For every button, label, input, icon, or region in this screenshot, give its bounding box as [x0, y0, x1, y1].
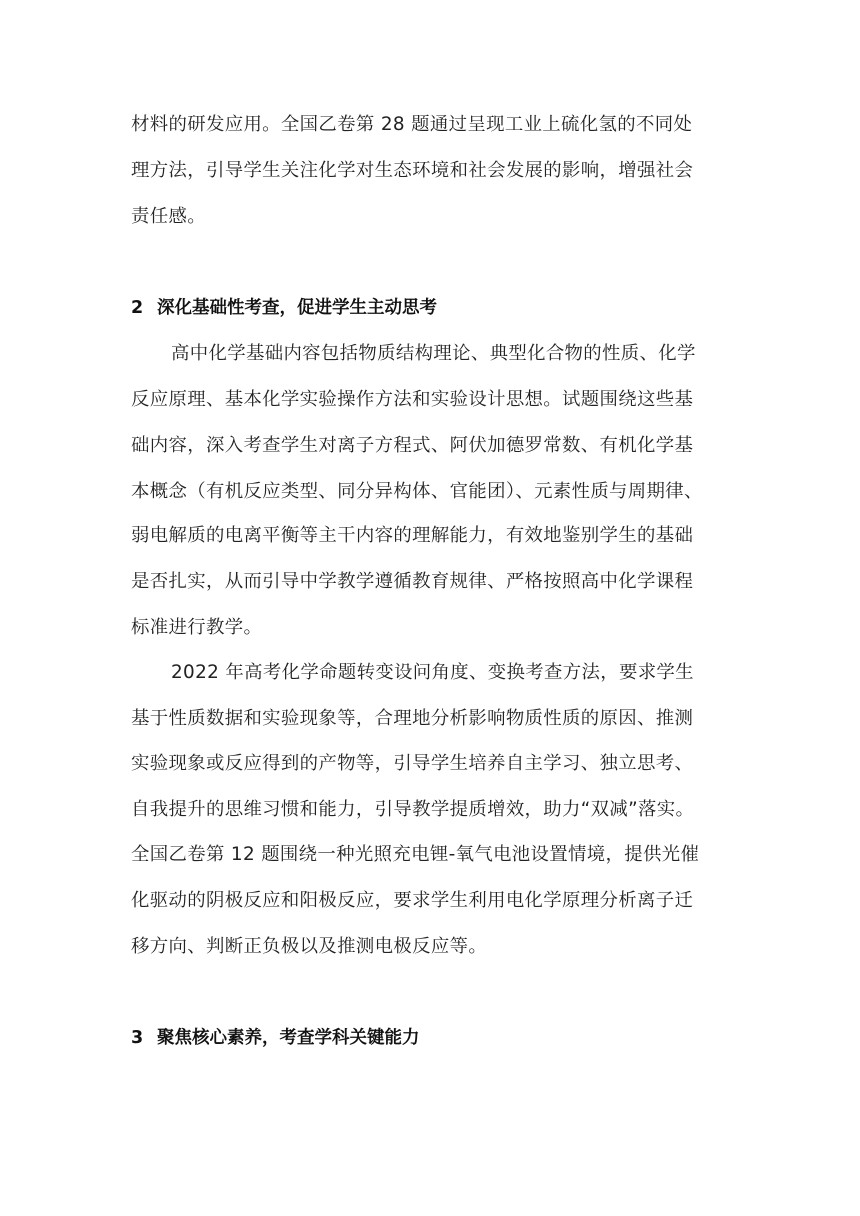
section-3-heading [131, 1024, 420, 1052]
text-line: 2022 年高考化学命题转变设问角度、变换考查方法，要求学生 [171, 662, 694, 683]
text-line: 高中化学基础内容包括物质结构理论、典型化合物的性质、化学 [171, 343, 696, 364]
text-line: 理方法，引导学生关注化学对生态环境和社会发展的影响，增强社会 [131, 160, 694, 181]
text-line: 本概念（有机反应类型、同分异构体、官能团）、元素性质与周期律、 [131, 481, 703, 502]
text-line: 全国乙卷第 12 题围绕一种光照充电锂-氧气电池设置情境，提供光催 [131, 844, 700, 865]
text-line: 化驱动的阴极反应和阳极反应，要求学生利用电化学原理分析离子迁 [131, 890, 694, 911]
text-line: 自我提升的思维习惯和能力，引导教学提质增效，助力“双减”落实。 [131, 799, 695, 820]
text-line: 责任感。 [131, 206, 206, 227]
text-line: 标准进行教学。 [131, 617, 263, 638]
text-line: 是否扎实，从而引导中学教学遵循教育规律、严格按照高中化学课程 [131, 571, 694, 592]
text-line: 础内容，深入考查学生对离子方程式、阿伏加德罗常数、有机化学基 [131, 435, 694, 456]
text-line: 材料的研发应用。全国乙卷第 28 题通过呈现工业上硫化氢的不同处 [131, 114, 693, 135]
section-number: 3 [131, 1028, 144, 1048]
text-line: 反应原理、基本化学实验操作方法和实验设计思想。试题围绕这些基 [131, 389, 694, 410]
text-line: 基于性质数据和实验现象等，合理地分析影响物质性质的原因、推测 [131, 708, 694, 729]
text-line: 弱电解质的电离平衡等主干内容的理解能力，有效地鉴别学生的基础 [131, 525, 694, 546]
section-title: 深化基础性考查，促进学生主动思考 [157, 298, 437, 318]
section-number: 2 [131, 298, 144, 318]
section-title: 聚焦核心素养，考查学科关键能力 [157, 1028, 420, 1048]
section-2-heading [131, 294, 437, 322]
text-line: 实验现象或反应得到的产物等，引导学生培养自主学习、独立思考、 [131, 753, 694, 774]
text-line: 移方向、判断正负极以及推测电极反应等。 [131, 936, 488, 957]
